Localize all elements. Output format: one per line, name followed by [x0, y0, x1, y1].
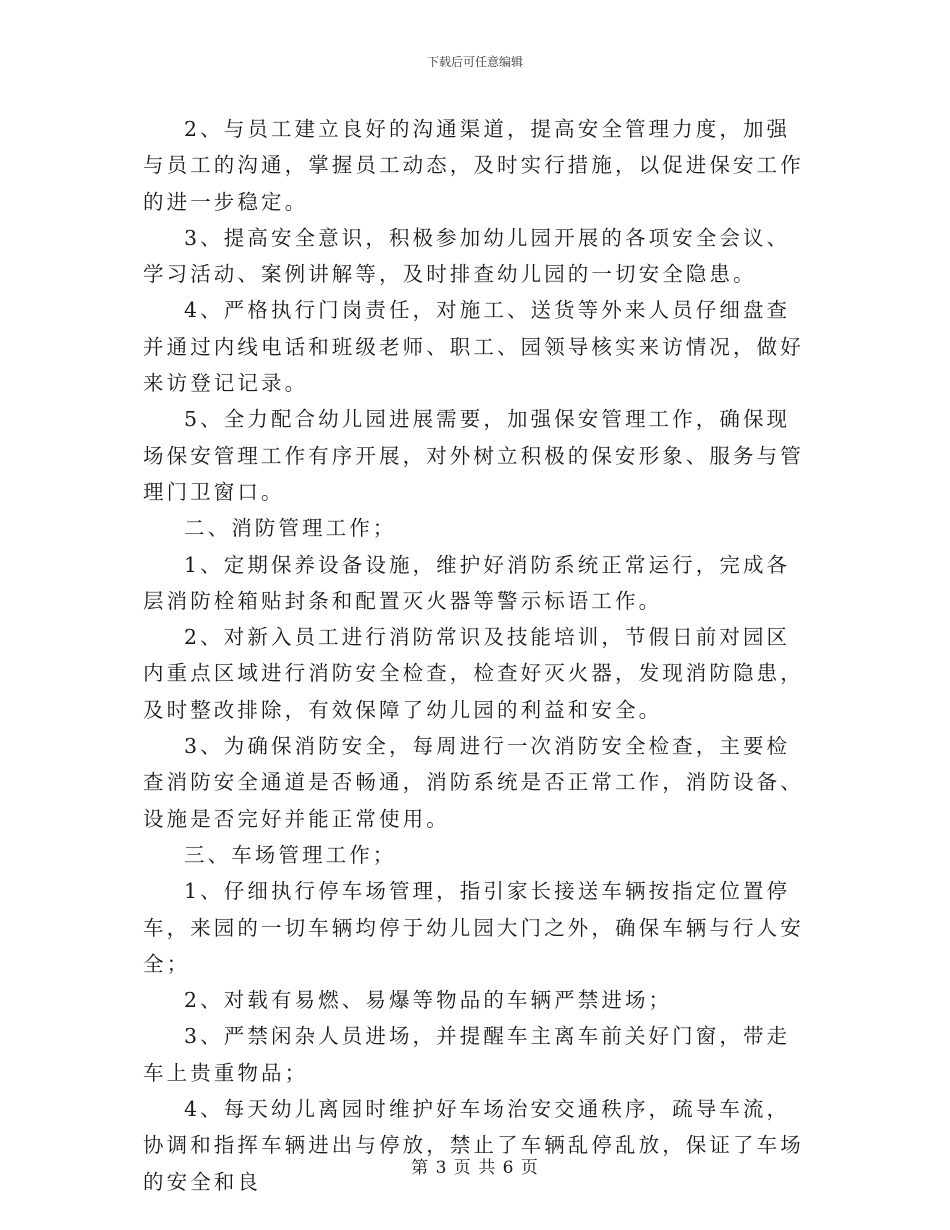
paragraph: 2、对新入员工进行消防常识及技能培训，节假日前对园区内重点区域进行消防安全检查，检查好灭火器，发现消防隐患，及时整改排除，有效保障了幼儿园的利益和安全。	[143, 625, 804, 722]
document-body	[143, 111, 805, 1200]
paragraph: 3、严禁闲杂人员进场，并提醒车主离车前关好门窗，带走车上贵重物品；	[143, 1024, 791, 1085]
paragraph: 5、全力配合幼儿园进展需要，加强保安管理工作，确保现场保安管理工作有序开展，对外树立积极的保安形象、服务与管理门卫窗口。	[143, 407, 804, 504]
section-heading: 三、车场管理工作；	[184, 842, 397, 867]
section-heading: 二、消防管理工作；	[184, 516, 397, 541]
paragraph: 3、为确保消防安全，每周进行一次消防安全检查，主要检查消防安全通道是否畅通，消防系统是否正常工作，消防设备、设施是否完好并能正常使用。	[143, 734, 804, 831]
paragraph: 2、与员工建立良好的沟通渠道，提高安全管理力度，加强与员工的沟通，掌握员工动态，及时实行措施，以促进保安工作的进一步稳定。	[143, 117, 804, 214]
paragraph: 4、严格执行门岗责任，对施工、送货等外来人员仔细盘查并通过内线电话和班级老师、职工、园领导核实来访情况，做好来访登记记录。	[143, 298, 804, 396]
paragraph: 2、对载有易燃、易爆等物品的车辆严禁进场；	[184, 988, 673, 1013]
page-header: 下载后可任意编辑	[426, 55, 523, 69]
paragraph: 3、提高安全意识，积极参加幼儿园开展的各项安全会议、学习活动、案例讲解等，及时排查幼儿园的一切安全隐患。	[143, 225, 791, 287]
paragraph: 1、仔细执行停车场管理，指引家长接送车辆按指定位置停车，来园的一切车辆均停于幼儿园大门之外，确保车辆与行人安全；	[143, 879, 804, 976]
paragraph: 1、定期保养设备设施，维护好消防系统正常运行，完成各层消防栓箱贴封条和配置灭火器等警示标语工作。	[143, 552, 791, 613]
page-number: 第 3 页 共 6 页	[411, 1158, 539, 1178]
paragraph: 4、每天幼儿离园时维护好车场治安交通秩序，疏导车流，协调和指挥车辆进出与停放，禁止了车辆乱停乱放，保证了车场的安全和良	[143, 1097, 804, 1194]
